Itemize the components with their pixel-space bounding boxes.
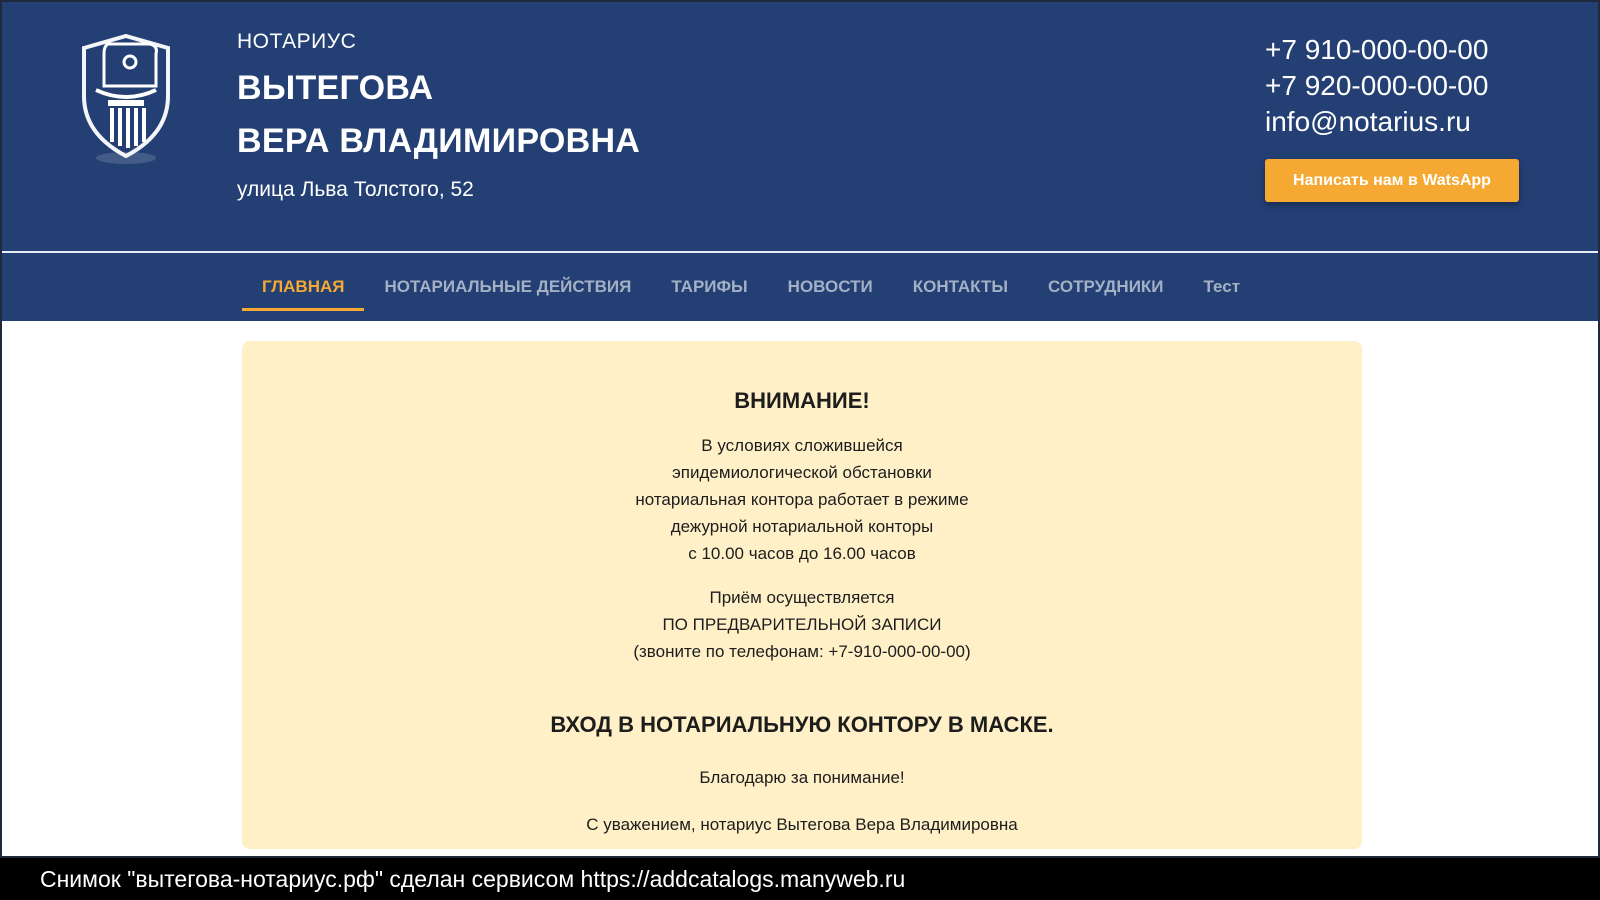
nav-item-home[interactable]: ГЛАВНАЯ bbox=[242, 253, 364, 321]
whatsapp-button[interactable]: Написать нам в WatsApp bbox=[1265, 159, 1519, 202]
notice-line: с 10.00 часов до 16.00 часов bbox=[688, 544, 916, 563]
nav-item-notarial-actions[interactable]: НОТАРИАЛЬНЫЕ ДЕЙСТВИЯ bbox=[384, 277, 632, 296]
phone-link-1[interactable]: +7 910-000-00-00 bbox=[1265, 34, 1489, 65]
nav-item-test[interactable]: Тест bbox=[1203, 277, 1241, 296]
brand-name-line2: ВЕРА ВЛАДИМИРОВНА bbox=[237, 122, 641, 160]
notice-line: ПО ПРЕДВАРИТЕЛЬНОЙ ЗАПИСИ bbox=[662, 615, 942, 634]
notary-pillar-scroll-logo-icon bbox=[74, 30, 178, 170]
nav-item-contacts[interactable]: КОНТАКТЫ bbox=[912, 277, 1009, 296]
notice-line: Приём осуществляется bbox=[709, 588, 895, 607]
signature-text: С уважением, нотариус Вытегова Вера Владимировна bbox=[586, 815, 1018, 834]
mask-notice-heading: ВХОД В НОТАРИАЛЬНУЮ КОНТОРУ В МАСКЕ. bbox=[550, 712, 1054, 737]
screenshot-caption: Снимок "вытегова-нотариус.рф" сделан сервисом https://addcatalogs.manyweb.ru bbox=[0, 858, 1600, 900]
thanks-text: Благодарю за понимание! bbox=[699, 768, 905, 787]
nav-item-news[interactable]: НОВОСТИ bbox=[787, 277, 873, 296]
nav-item-staff[interactable]: СОТРУДНИКИ bbox=[1048, 277, 1164, 296]
phone-link-2[interactable]: +7 920-000-00-00 bbox=[1265, 70, 1489, 101]
notice-schedule-text bbox=[242, 432, 1362, 567]
notice-line: эпидемиологической обстановки bbox=[672, 463, 932, 482]
notice-title: ВНИМАНИЕ! bbox=[734, 388, 870, 413]
brand-block bbox=[237, 30, 640, 202]
brand-role: НОТАРИУС bbox=[237, 30, 357, 53]
attention-notice bbox=[242, 341, 1362, 849]
address-text: улица Льва Толстого, 52 bbox=[237, 178, 474, 201]
brand-name-line1: ВЫТЕГОВА bbox=[237, 69, 434, 107]
email-link[interactable]: info@notarius.ru bbox=[1265, 106, 1471, 137]
notice-appointment-text bbox=[242, 584, 1362, 665]
main-nav bbox=[2, 253, 1598, 321]
notice-line: дежурной нотариальной конторы bbox=[670, 517, 934, 536]
nav-item-tariffs[interactable]: ТАРИФЫ bbox=[671, 277, 748, 296]
notice-line: (звоните по телефонам: +7-910-000-00-00) bbox=[633, 642, 971, 661]
contact-block bbox=[1265, 32, 1488, 140]
notice-line: нотариальная контора работает в режиме bbox=[635, 490, 969, 509]
site-header bbox=[2, 2, 1598, 252]
notice-line: В условиях сложившейся bbox=[701, 436, 903, 455]
